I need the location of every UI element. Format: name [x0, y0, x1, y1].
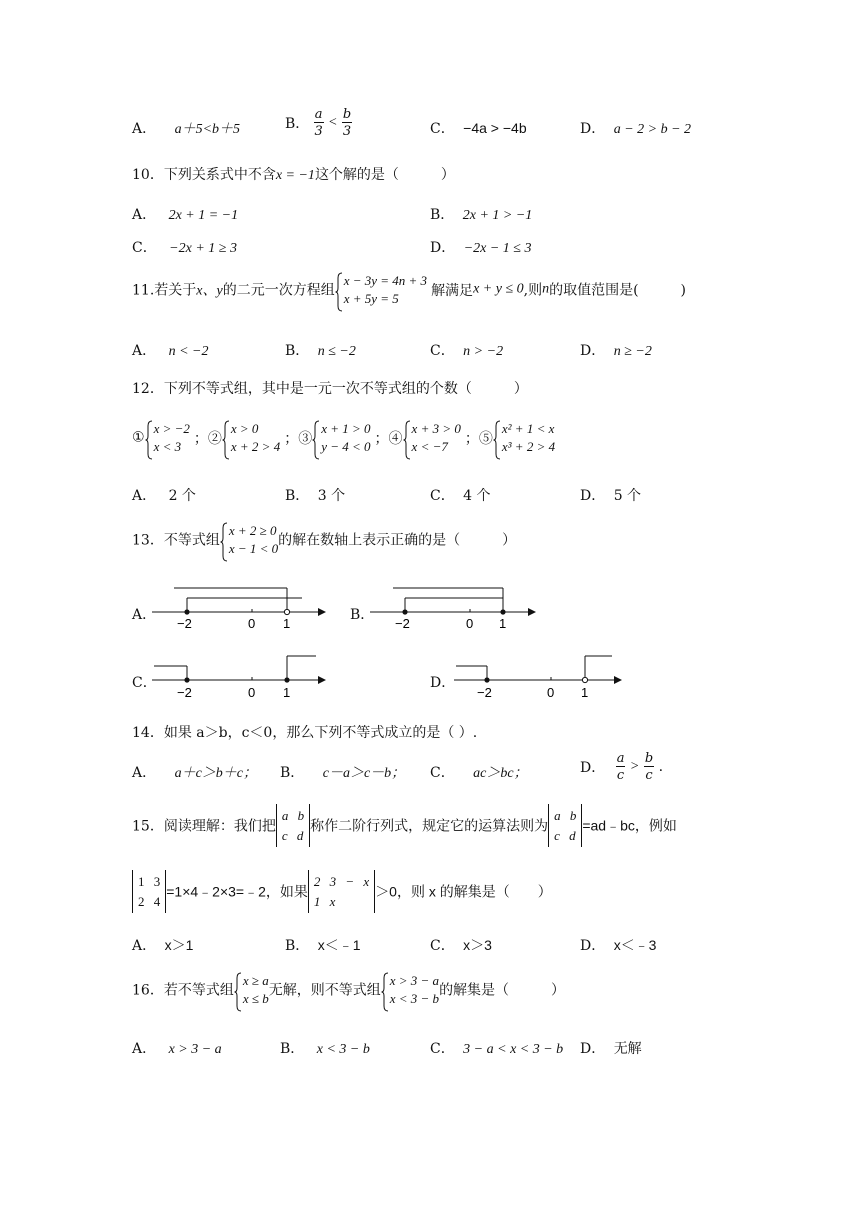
closed-point: [500, 609, 505, 614]
q11-option-b[interactable]: [285, 340, 356, 360]
tick-label-0: 0: [466, 616, 474, 630]
closed-point: [484, 677, 489, 682]
option-text: n < −2: [168, 344, 209, 359]
tick-label-neg2: −2: [477, 685, 492, 700]
option-label: A．: [132, 938, 157, 954]
q15-option-d[interactable]: [580, 935, 656, 955]
number-line-c: [150, 650, 330, 700]
option-label: C．: [430, 343, 455, 359]
q15-option-a[interactable]: [132, 935, 193, 955]
tick-label-0: 0: [547, 685, 555, 700]
option-text: n ≤ −2: [317, 344, 356, 359]
arrow-icon: [318, 676, 326, 684]
option-label: D．: [580, 760, 606, 776]
q9-option-d[interactable]: [580, 118, 691, 138]
option-text: x > 3 − a: [168, 1042, 222, 1057]
system-4-brace: x + 3 > 0 x < −7: [403, 420, 461, 455]
option-text: −4a > −4b: [463, 120, 527, 136]
option-label: B．: [285, 488, 310, 504]
arrow-icon: [614, 676, 622, 684]
q16-option-a[interactable]: [132, 1038, 222, 1058]
question-16-stem: 16．若不等式组 x ≥ a x ≤ b 无解，则不等式组 x > 3 − a x < 3 − b 的解集是（ ）: [132, 972, 565, 1007]
question-15-stem: 15．阅读理解：我们把 a b c d 称作二阶行列式，规定它的运算法则为 a b c d =ad﹣bc，例如: [132, 804, 677, 847]
option-text: a＋c＞b＋c；: [174, 766, 258, 781]
option-label: B．: [350, 607, 375, 623]
system-1-brace: x > −2 x < 3: [145, 420, 190, 455]
option-text: 4 个: [463, 488, 491, 504]
q16-option-c[interactable]: [430, 1038, 563, 1058]
option-text: n > −2: [463, 344, 504, 359]
option-label: A．: [132, 121, 157, 137]
determinant-abcd: a b c d: [276, 804, 310, 847]
q12-option-a[interactable]: [132, 485, 196, 505]
option-text: ac＞bc；: [473, 766, 528, 781]
inequality-system-1-brace: x ≥ a x ≤ b: [234, 972, 269, 1007]
equation-system-brace: x − 3y = 4n + 3 x + 5y = 5: [335, 272, 427, 307]
option-text: 2x + 1 > −1: [462, 208, 533, 223]
q15-option-c[interactable]: [430, 935, 492, 955]
option-text: −2x − 1 ≤ 3: [463, 241, 532, 256]
option-text: x < 3 − b: [316, 1042, 370, 1057]
option-text: 3 − a < x < 3 − b: [463, 1042, 564, 1057]
option-label: C．: [430, 938, 455, 954]
option-label: C．: [430, 1041, 455, 1057]
greater-than-sign: >: [629, 759, 640, 774]
determinant-condition: 2 3 − x 1 x: [308, 870, 375, 913]
option-text: 2 个: [168, 488, 196, 504]
q9-option-c[interactable]: [430, 118, 527, 138]
determinant-example: 1 3 2 4: [132, 870, 166, 913]
option-label: B．: [285, 116, 310, 132]
number-line-a: [150, 580, 330, 630]
question-14-stem: 14．如果 a＞b，c＜0，那么下列不等式成立的是（ ）.: [132, 725, 478, 741]
tick-label-0: 0: [248, 685, 256, 700]
option-label: A．: [132, 488, 157, 504]
q11-option-a[interactable]: [132, 340, 208, 360]
open-point: [284, 609, 289, 614]
fraction-a-over-3: $\frac{a}{3}$: [314, 107, 323, 139]
fraction-a-over-c: $\frac{a}{c}$: [616, 751, 625, 783]
question-12-stem: 12．下列不等式组，其中是一元一次不等式组的个数（ ）: [132, 381, 528, 397]
period: .: [658, 759, 664, 775]
q11-option-c[interactable]: [430, 340, 503, 360]
q16-option-d[interactable]: [580, 1038, 642, 1058]
option-label: D．: [580, 938, 606, 954]
number-line-d: [452, 650, 632, 700]
tick-label-1: 1: [283, 685, 291, 700]
option-text: 2x + 1 = −1: [168, 208, 239, 223]
tick-label-0: 0: [248, 616, 256, 630]
closed-point: [284, 677, 289, 682]
q14-option-d[interactable]: [580, 752, 663, 782]
option-label: C．: [132, 675, 157, 691]
option-text: a＋5<b＋5: [174, 122, 241, 137]
inequality-system-brace: x + 2 ≥ 0 x − 1 < 0: [220, 522, 278, 557]
q12-option-b[interactable]: [285, 485, 345, 505]
q12-option-d[interactable]: [580, 485, 641, 505]
option-label: A．: [132, 607, 157, 623]
option-text: x＜﹣1: [317, 937, 361, 953]
option-label: C．: [132, 240, 157, 256]
system-3-brace: x + 1 > 0 y − 4 < 0: [312, 420, 370, 455]
tick-label-1: 1: [581, 685, 589, 700]
tick-label-1: 1: [499, 616, 507, 630]
q9-option-a[interactable]: [132, 118, 240, 138]
option-text: x＞1: [164, 937, 194, 953]
less-than-sign: <: [327, 115, 338, 130]
option-text: 无解: [613, 1041, 642, 1057]
option-label: A．: [132, 207, 157, 223]
option-label: B．: [285, 343, 310, 359]
option-text: 5 个: [613, 488, 642, 504]
closed-point: [184, 609, 189, 614]
arrow-icon: [528, 608, 536, 616]
option-label: A．: [132, 1041, 157, 1057]
q10-option-c[interactable]: [132, 237, 237, 257]
option-text: a − 2 > b − 2: [613, 122, 692, 137]
q14-option-a[interactable]: [132, 762, 257, 782]
tick-label-neg2: −2: [395, 616, 410, 630]
question-10-stem: 10．下列关系式中不含x = −1这个解的是（ ）: [132, 167, 455, 183]
tick-label-neg2: −2: [177, 616, 192, 630]
system-2-brace: x > 0 x + 2 > 4: [222, 420, 280, 455]
option-label: B．: [430, 207, 455, 223]
q15-option-b[interactable]: [285, 935, 361, 955]
option-label: D．: [580, 121, 606, 137]
q9-option-b[interactable]: [285, 108, 352, 138]
q10-option-d[interactable]: [430, 237, 531, 257]
option-label: D．: [580, 343, 606, 359]
option-label: C．: [430, 765, 455, 781]
option-text: x＞3: [463, 937, 492, 953]
tick-label-1: 1: [283, 616, 291, 630]
q16-option-b[interactable]: [280, 1038, 370, 1058]
option-label: D．: [580, 488, 606, 504]
number-line-b: [368, 580, 548, 630]
fraction-b-over-c: $\frac{b}{c}$: [644, 751, 654, 783]
option-text: −2x + 1 ≥ 3: [169, 241, 237, 256]
system-5-brace: x² + 1 < x x³ + 2 > 4: [493, 420, 555, 455]
option-label: C．: [430, 488, 455, 504]
q12-option-c[interactable]: [430, 485, 491, 505]
closed-point: [402, 609, 407, 614]
option-label: C．: [430, 121, 455, 137]
q11-option-d[interactable]: [580, 340, 652, 360]
option-text: x＜﹣3: [613, 937, 657, 953]
open-point: [582, 677, 587, 682]
option-text: c－a＞c－b；: [322, 766, 406, 781]
option-label: A．: [132, 765, 157, 781]
option-label: B．: [280, 1041, 305, 1057]
option-label: B．: [285, 938, 310, 954]
q14-option-b[interactable]: [280, 762, 405, 782]
option-label: D．: [430, 240, 456, 256]
question-12-systems: ① x > −2 x < 3 ；② x > 0 x + 2 > 4 ；③ x + 1 > 0 y − 4 < 0 ；④ x + 3 > 0 x < −7 ；⑤ x² + 1 < x x³ + 2 > 4: [132, 420, 555, 455]
inequality-system-2-brace: x > 3 − a x < 3 − b: [381, 972, 439, 1007]
q10-option-b[interactable]: [430, 204, 532, 224]
option-label: A．: [132, 343, 157, 359]
fraction-b-over-3: $\frac{b}{3}$: [342, 107, 352, 139]
arrow-icon: [318, 608, 326, 616]
question-13-stem: 13．不等式组 x + 2 ≥ 0 x − 1 < 0 的解在数轴上表示正确的是（ ）: [132, 522, 516, 557]
option-label: D．: [580, 1041, 606, 1057]
option-text: 3 个: [317, 488, 346, 504]
option-label: D．: [430, 675, 456, 691]
q10-option-a[interactable]: [132, 204, 238, 224]
question-11-stem: 11.若关于x、y的二元一次方程组 x − 3y = 4n + 3 x + 5y = 5 解满足x + y ≤ 0,则n的取值范围是( ): [132, 272, 686, 307]
question-15-example: 1 3 2 4 =1×4﹣2×3=﹣2，如果 2 3 − x 1 x ＞0，则 x 的解集是（ ）: [132, 870, 552, 913]
option-label: B．: [280, 765, 305, 781]
option-text: n ≥ −2: [613, 344, 652, 359]
q14-option-c[interactable]: [430, 762, 528, 782]
tick-label-neg2: −2: [177, 685, 192, 700]
determinant-abcd-rule: a b c d: [548, 804, 582, 847]
closed-point: [184, 677, 189, 682]
